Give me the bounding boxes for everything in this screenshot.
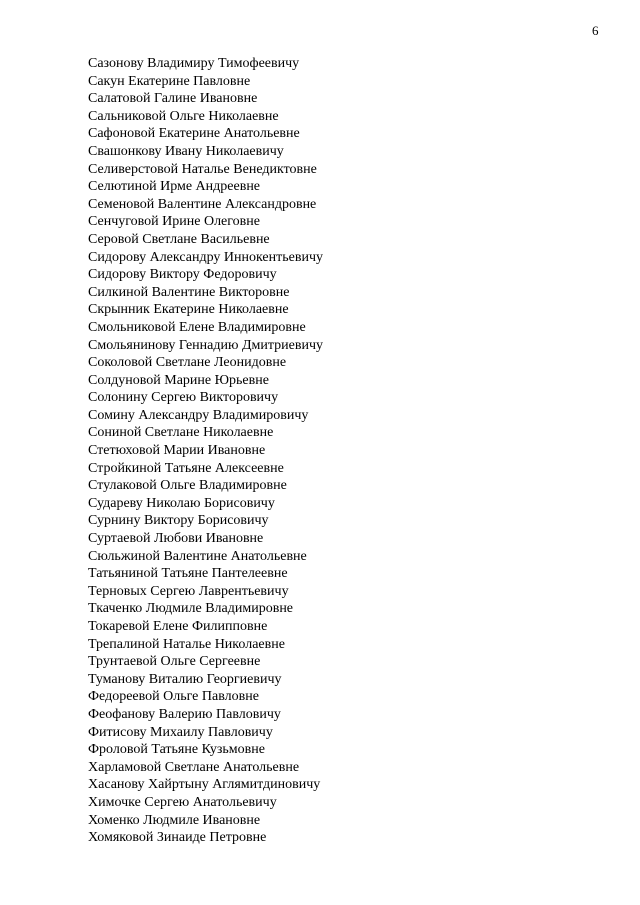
list-item: Трунтаевой Ольге Сергеевне xyxy=(88,654,261,670)
list-item: Сурнину Виктору Борисовичу xyxy=(88,513,269,529)
list-item: Сомину Александру Владимировичу xyxy=(88,407,309,423)
list-item: Сенчуговой Ирине Олеговне xyxy=(88,214,260,230)
list-item: Силкиной Валентине Викторовне xyxy=(88,284,290,300)
list-item: Сакун Екатерине Павловне xyxy=(88,73,251,89)
list-item: Сафоновой Екатерине Анатольевне xyxy=(88,126,300,142)
list-item: Татьяниной Татьяне Пантелеевне xyxy=(88,566,288,582)
list-item: Туманову Виталию Георгиевичу xyxy=(88,671,282,687)
list-item: Хасанову Хайртыну Аглямитдиновичу xyxy=(88,777,321,793)
list-item: Сальниковой Ольге Николаевне xyxy=(88,108,279,124)
list-item: Судареву Николаю Борисовичу xyxy=(88,495,275,511)
list-item: Сидорову Виктору Федоровичу xyxy=(88,267,277,283)
list-item: Сюльжиной Валентине Анатольевне xyxy=(88,548,307,564)
list-item: Федореевой Ольге Павловне xyxy=(88,689,259,705)
list-item: Стетюховой Марии Ивановне xyxy=(88,443,266,459)
list-item: Семеновой Валентине Александровне xyxy=(88,196,317,212)
list-item: Скрынник Екатерине Николаевне xyxy=(88,302,289,318)
list-item: Токаревой Елене Филипповне xyxy=(88,619,268,634)
list-item: Селиверстовой Наталье Венедиктовне xyxy=(88,161,317,177)
list-item: Фроловой Татьяне Кузьмовне xyxy=(88,742,265,758)
list-item: Хомяковой Зинаиде Петровне xyxy=(88,830,267,846)
list-item: Хоменко Людмиле Ивановне xyxy=(88,812,261,828)
list-item: Ткаченко Людмиле Владимировне xyxy=(88,601,294,617)
list-item: Фитисову Михаилу Павловичу xyxy=(88,724,273,740)
list-item: Сониной Светлане Николаевне xyxy=(88,425,274,441)
list-item: Солдуновой Марине Юрьевне xyxy=(88,372,269,388)
list-item: Суртаевой Любови Ивановне xyxy=(88,531,264,547)
page-number: 6 xyxy=(592,23,599,38)
list-item: Серовой Светлане Васильевне xyxy=(88,231,270,247)
name-list xyxy=(88,55,323,847)
list-item: Стулаковой Ольге Владимировне xyxy=(88,478,287,494)
list-item: Сазонову Владимиру Тимофеевичу xyxy=(88,56,300,71)
list-item: Смольянинову Геннадию Дмитриевичу xyxy=(88,337,323,353)
list-item: Феофанову Валерию Павловичу xyxy=(88,706,281,722)
list-item: Терновых Сергею Лаврентьевичу xyxy=(88,583,289,599)
list-item: Сидорову Александру Иннокентьевичу xyxy=(88,249,323,265)
list-item: Салатовой Галине Ивановне xyxy=(88,91,258,107)
list-item: Солонину Сергею Викторовичу xyxy=(88,390,279,406)
list-item: Химочке Сергею Анатольевичу xyxy=(88,794,277,810)
list-item: Трепалиной Наталье Николаевне xyxy=(88,636,285,652)
list-item: Соколовой Светлане Леонидовне xyxy=(88,355,287,371)
list-item: Селютиной Ирме Андреевне xyxy=(88,179,261,195)
list-item: Харламовой Светлане Анатольевне xyxy=(88,759,300,775)
list-item: Стройкиной Татьяне Алексеевне xyxy=(88,460,284,476)
list-item: Смольниковой Елене Владимировне xyxy=(88,319,306,335)
list-item: Свашонкову Ивану Николаевичу xyxy=(88,143,284,159)
